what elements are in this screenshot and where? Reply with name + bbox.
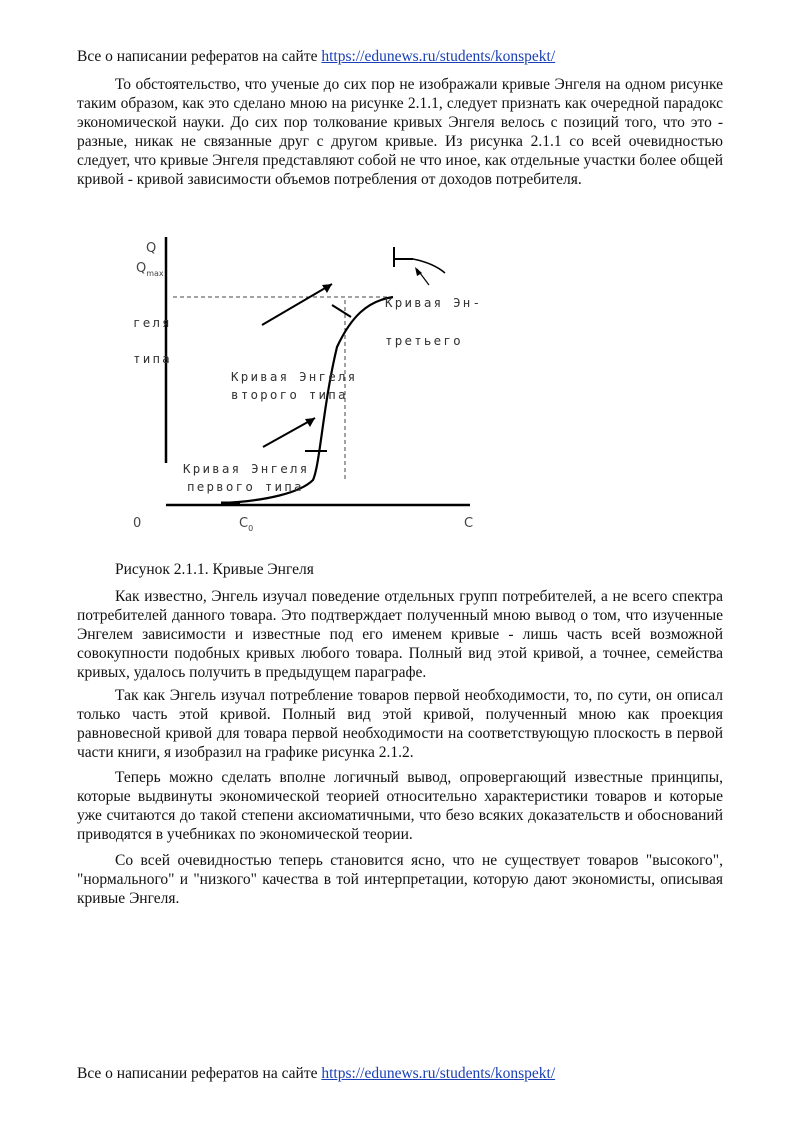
left-label-line2: типа xyxy=(133,351,172,366)
c-axis-label: C xyxy=(464,516,474,531)
header-link[interactable]: https://edunews.ru/students/konspekt/ xyxy=(321,48,556,65)
first-type-label-line2: первого типа xyxy=(187,479,304,494)
arrow-second-type xyxy=(262,284,332,325)
origin-label: 0 xyxy=(133,516,142,531)
curve-tick-upper xyxy=(332,305,351,317)
engel-curves-figure xyxy=(115,225,515,540)
c0-label: $C_0$ xyxy=(239,516,254,533)
paragraph-3: Так как Энгель изучал потребление товаров первой необходимости, то, по сути, он описал только часть этой кривой. Полный вид этой кривой, полученный мною как проекция равновесной кривой для товара первой необходимости на соответствующую плоскость в первой части книги, я изобразил на графике рисунка 2.1.2. xyxy=(77,687,723,761)
page-footer xyxy=(77,1064,555,1084)
left-label-line1: геля xyxy=(133,315,172,330)
q-axis-label: Q xyxy=(146,241,157,256)
third-type-label-line2: третьего xyxy=(385,333,463,348)
paragraph-5: Со всей очевидностью теперь становится ясно, что не существует товаров "высокого", "нормального" и "низкого" качества в той интерпретации, которую дают экономисты, описывая кривые Энгеля. xyxy=(77,852,723,907)
second-type-label-line2: второго типа xyxy=(231,387,348,402)
third-type-label-line1: Кривая Эн- xyxy=(385,295,483,310)
first-type-label-line1: Кривая Энгеля xyxy=(183,461,310,476)
paragraph-4: Теперь можно сделать вполне логичный вывод, опровергающий известные принципы, которые выдвинуты экономической теорией относительно характеристики товаров и которые уже считаются до такой степени аксиоматичными, что безо всяких доказательств и обоснований приводятся в учебниках по экономической теории. xyxy=(77,769,723,843)
header-text: Все о написании рефератов на сайте xyxy=(77,48,318,65)
paragraph-2: Как известно, Энгель изучал поведение отдельных групп потребителей, а не всего спектра потребителей данного товара. Это подтверждает полученный мною вывод о том, что изученные Энгелем зависимости и известные под его именем кривые - лишь часть всей возможной совокупности подобных кривых любого товара. Полный вид этой кривой, а точнее, семейства кривых, удалось получить в предыдущем параграфе. xyxy=(77,588,723,681)
footer-link[interactable]: https://edunews.ru/students/konspekt/ xyxy=(321,1065,556,1082)
engel-curves-diagram xyxy=(115,225,515,540)
figure-caption: Рисунок 2.1.1. Кривые Энгеля xyxy=(115,561,314,578)
second-type-label-line1: Кривая Энгеля xyxy=(231,369,358,384)
footer-text: Все о написании рефератов на сайте xyxy=(77,1065,318,1082)
paragraph-1: То обстоятельство, что ученые до сих пор не изображали кривые Энгеля на одном рисунке таким образом, как это сделано мною на рисунке 2.1.1, следует признать как очередной парадокс экономической науки. До сих пор толкование кривых Энгеля велось с позиций того, что это - разные, никак не связанные друг с другом кривые. Из рисунка 2.1.1 со всей очевидностью следует, что кривые Энгеля представляют собой не что иное, как отдельные участки более общей кривой - кривой зависимости объемов потребления от доходов потребителя. xyxy=(77,76,723,188)
page-header xyxy=(77,47,555,67)
qmax-label: $Q_{max}$ xyxy=(136,261,164,278)
